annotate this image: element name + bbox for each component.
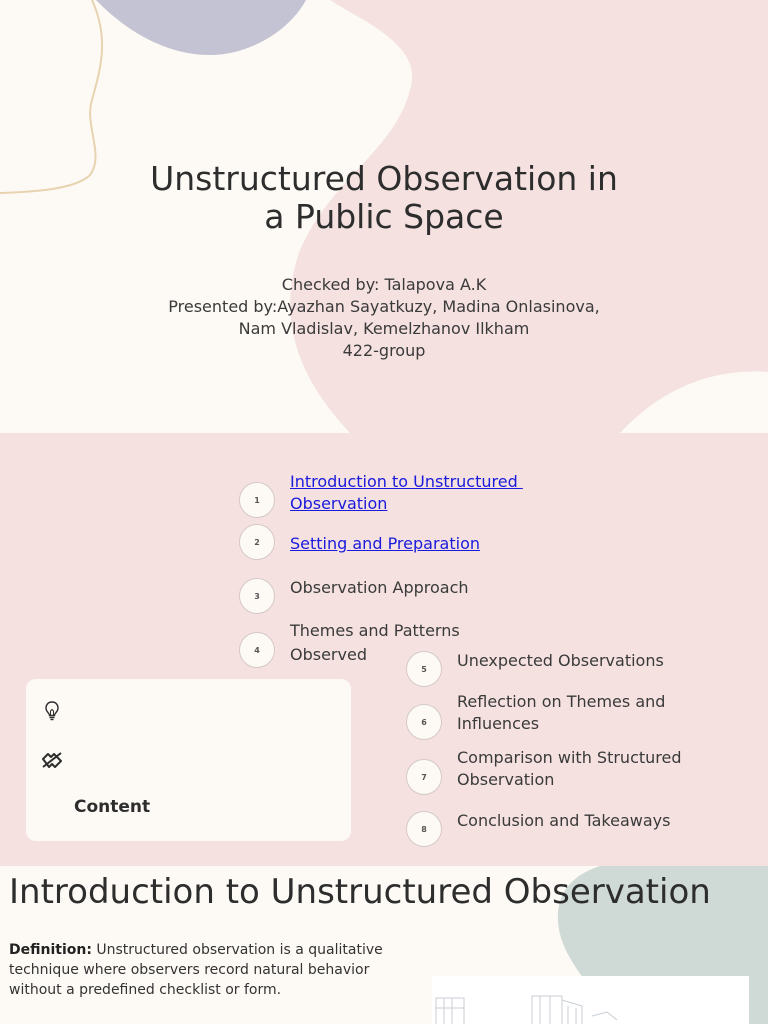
item-number-badge: 3: [239, 578, 275, 614]
content-card: [26, 679, 351, 841]
presented-by-line: Presented by:Ayazhan Sayatkuzy, Madina Onlasinova,: [168, 297, 600, 316]
credits-block: [0, 274, 768, 362]
lightbulb-icon: [40, 699, 64, 723]
toc-item-line: Observation: [457, 770, 555, 789]
introduction-slide: [0, 866, 768, 1024]
toc-item-line: Comparison with Structured: [457, 748, 682, 767]
presenters-line: Nam Vladislav, Kemelzhanov Ilkham: [238, 319, 530, 338]
title-line-1: Unstructured Observation in: [150, 159, 618, 198]
toc-item-line: Observed: [290, 645, 367, 664]
toc-item-8: Conclusion and Takeaways: [457, 811, 671, 830]
building-sketch-image: [432, 976, 749, 1024]
contents-slide: [0, 433, 768, 866]
toc-item-line: Influences: [457, 714, 540, 733]
group-line: 422-group: [342, 341, 426, 360]
toc-item-5: Unexpected Observations: [457, 651, 664, 670]
toc-link-introduction[interactable]: [290, 472, 523, 513]
toc-item-line: Reflection on Themes and: [457, 692, 666, 711]
item-number-badge: 6: [406, 704, 442, 740]
toc-item-line: Observation: [290, 494, 388, 513]
toc-item-line: Themes and Patterns: [290, 621, 460, 640]
toc-link-setting[interactable]: Setting and Preparation: [290, 534, 480, 553]
toc-item-1[interactable]: [290, 471, 540, 515]
toc-item-6: [457, 691, 665, 735]
presentation-title: [0, 160, 768, 236]
item-number-badge: 1: [239, 482, 275, 518]
definition-text: Unstructured observation is a qualitative technique where observers record natural behavior without a predefined checklist or form.: [9, 942, 383, 998]
lavender-blob-shape: [96, 0, 306, 55]
introduction-heading: Introduction to Unstructured Observation: [9, 872, 711, 912]
title-slide: [0, 0, 768, 433]
toc-item-line: Introduction to Unstructured: [290, 472, 523, 491]
title-line-2: a Public Space: [264, 197, 504, 236]
item-number-badge: 8: [406, 811, 442, 847]
building-sketch-drawing: [432, 976, 749, 1024]
toc-item-7: [457, 747, 682, 791]
content-heading: Content: [74, 797, 151, 817]
item-number-badge: 4: [239, 632, 275, 668]
item-number-badge: 2: [239, 524, 275, 560]
item-number-badge: 5: [406, 651, 442, 687]
handshake-icon: [40, 748, 64, 772]
toc-item-2[interactable]: [290, 533, 480, 555]
definition-label: Definition:: [9, 942, 92, 958]
item-number-badge: 7: [406, 759, 442, 795]
checked-by-line: Checked by: Talapova A.K: [281, 275, 487, 294]
definition-paragraph: [9, 940, 399, 1000]
toc-item-3: Observation Approach: [290, 578, 469, 597]
